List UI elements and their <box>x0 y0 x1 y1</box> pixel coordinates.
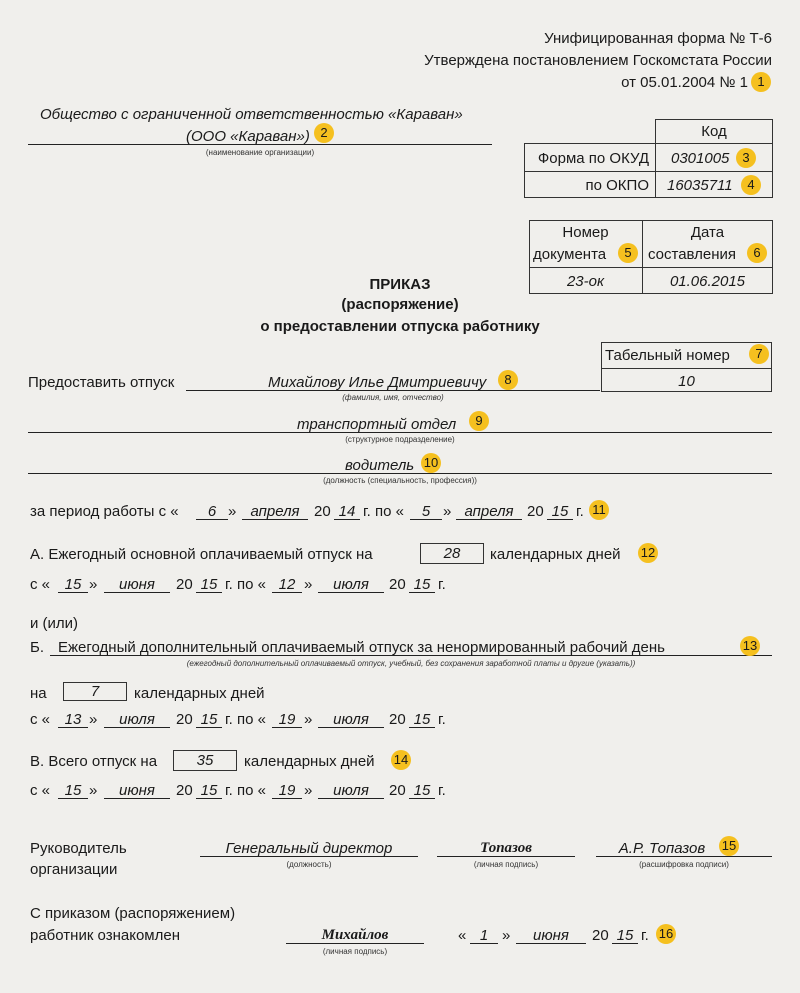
section-a-month-from-line <box>104 592 170 593</box>
period-year-to-line <box>547 519 573 520</box>
period-quote-1: » <box>228 503 237 520</box>
section-v-month-from-line <box>104 798 170 799</box>
head-decode-line <box>596 856 772 857</box>
head-label-1: Руководитель <box>30 840 127 857</box>
section-v-quote-1: » <box>89 782 98 799</box>
section-b-caption: (ежегодный дополнительный оплачиваемый отпуск, учебный, без сохранения заработной платы и другие (указать)) <box>186 659 636 668</box>
period-day-to: 5 <box>421 503 431 520</box>
section-v-century-1: 20 <box>176 782 193 799</box>
title-line-1: ПРИКАЗ <box>369 276 431 293</box>
ack-month-line <box>516 943 586 944</box>
period-month-from-line <box>242 519 308 520</box>
head-position-caption: (должность) <box>286 860 332 869</box>
section-b-month-to-line <box>318 727 384 728</box>
section-v-days: 35 <box>196 752 214 769</box>
badge-12: 12 <box>638 543 658 563</box>
badge-6: 6 <box>747 243 767 263</box>
section-a-year-to: 15 <box>413 576 431 593</box>
ack-year: 15 <box>616 927 634 944</box>
doc-date-value: 01.06.2015 <box>669 273 746 290</box>
badge-11: 11 <box>589 500 609 520</box>
ack-quote-close: » <box>502 927 511 944</box>
section-a-days: 28 <box>443 545 461 562</box>
section-a-quote-1: » <box>89 576 98 593</box>
ack-signature: Михайлов <box>321 927 389 943</box>
badge-1: 1 <box>751 72 771 92</box>
section-a-from-label: с « <box>30 576 51 593</box>
ack-signature-line <box>286 943 424 944</box>
section-v-month-to: июля <box>333 782 369 799</box>
code-header-cell <box>655 119 773 144</box>
section-b-day-to-line <box>272 727 302 728</box>
ack-year-suffix: г. <box>641 927 649 944</box>
section-b-day-to: 19 <box>278 711 296 728</box>
section-b-year-from-line <box>196 727 222 728</box>
approval-date-line: от 05.01.2004 № 1 <box>621 74 748 91</box>
badge-13: 13 <box>740 636 760 656</box>
badge-2: 2 <box>314 123 334 143</box>
section-b-prefix: Б. <box>30 639 45 656</box>
okud-value: 0301005 <box>671 150 730 167</box>
head-position-line <box>200 856 418 857</box>
period-to-label: г. по « <box>363 503 404 520</box>
badge-5: 5 <box>618 243 638 263</box>
section-v-day-to-line <box>272 798 302 799</box>
section-b-text: Ежегодный дополнительный оплачиваемый отпуск за ненормированный рабочий день <box>58 639 666 656</box>
period-month-to-line <box>456 519 522 520</box>
section-a-quote-2: » <box>304 576 313 593</box>
section-a-year-from: 15 <box>200 576 218 593</box>
section-a-label: А. Ежегодный основной оплачиваемый отпуск на <box>30 546 373 563</box>
section-v-year-from: 15 <box>200 782 218 799</box>
period-day-from: 6 <box>207 503 217 520</box>
badge-9: 9 <box>469 411 489 431</box>
section-b-quote-2: » <box>304 711 313 728</box>
ack-label-1: С приказом (распоряжением) <box>30 905 236 922</box>
grant-label: Предоставить отпуск <box>28 374 175 391</box>
section-v-year-from-line <box>196 798 222 799</box>
period-century-2: 20 <box>527 503 544 520</box>
tab-number-value: 10 <box>678 373 695 390</box>
section-b-month-from-line <box>104 727 170 728</box>
section-a-year-to-line <box>409 592 435 593</box>
head-label-2: организации <box>30 861 118 878</box>
section-a-cal-days: календарных дней <box>490 546 621 563</box>
section-b-quote-1: » <box>89 711 98 728</box>
period-month-to: апреля <box>464 503 514 520</box>
doc-date-label-2: составления <box>648 246 737 263</box>
period-year-from: 14 <box>338 503 356 520</box>
period-quote-2: » <box>443 503 452 520</box>
section-b-year-to-line <box>409 727 435 728</box>
section-b-day-from-line <box>58 727 88 728</box>
section-b-days: 7 <box>90 683 100 700</box>
period-year-suffix: г. <box>576 503 584 520</box>
head-decode-caption: (расшифровка подписи) <box>639 860 729 869</box>
org-caption: (наименование организации) <box>205 148 315 157</box>
section-a-century-1: 20 <box>176 576 193 593</box>
section-v-label: В. Всего отпуск на <box>30 753 158 770</box>
doc-date-label-1: Дата <box>690 224 725 241</box>
ack-signature-caption: (личная подпись) <box>322 947 388 956</box>
ack-quote-open: « <box>458 927 467 944</box>
badge-14: 14 <box>391 750 411 770</box>
section-a-day-from-line <box>58 592 88 593</box>
section-v-year-suffix: г. <box>438 782 446 799</box>
doc-number-label-2: документа <box>533 246 607 263</box>
section-a-day-from: 15 <box>64 576 82 593</box>
doc-number-value: 23-ок <box>566 273 605 290</box>
codes-row-divider <box>524 171 773 172</box>
okud-label: Форма по ОКУД <box>537 150 649 167</box>
badge-15: 15 <box>719 836 739 856</box>
form-number-line: Унифицированная форма № Т-6 <box>544 30 772 47</box>
section-v-to-label: г. по « <box>225 782 266 799</box>
section-b-day-from: 13 <box>64 711 82 728</box>
section-a-month-to: июля <box>333 576 369 593</box>
okpo-label: по ОКПО <box>585 177 649 194</box>
approved-line: Утверждена постановлением Госкомстата России <box>424 52 772 69</box>
title-line-3: о предоставлении отпуска работнику <box>260 318 540 335</box>
section-a-century-2: 20 <box>389 576 406 593</box>
ack-century: 20 <box>592 927 609 944</box>
section-a-year-from-line <box>196 592 222 593</box>
position-value: водитель <box>345 457 415 474</box>
position-caption: (должность (специальность, профессия)) <box>323 476 477 485</box>
section-a-day-to-line <box>272 592 302 593</box>
section-v-day-from-line <box>58 798 88 799</box>
section-a-day-to: 12 <box>278 576 296 593</box>
head-signature: Топазов <box>480 840 532 856</box>
section-a-to-label: г. по « <box>225 576 266 593</box>
section-b-month-from: июля <box>119 711 155 728</box>
section-v-month-to-line <box>318 798 384 799</box>
org-short-name: (ООО «Караван») <box>186 128 310 145</box>
ack-year-line <box>612 943 638 944</box>
section-v-day-from: 15 <box>64 782 82 799</box>
org-full-name: Общество с ограниченной ответственностью «Караван» <box>40 106 463 123</box>
ack-month: июня <box>533 927 569 944</box>
code-header: Код <box>701 123 727 140</box>
section-v-from-label: с « <box>30 782 51 799</box>
employee-name: Михайлову Илье Дмитриевичу <box>268 374 487 391</box>
badge-7: 7 <box>749 344 769 364</box>
badge-16: 16 <box>656 924 676 944</box>
section-b-to-label: г. по « <box>225 711 266 728</box>
section-a-year-suffix: г. <box>438 576 446 593</box>
section-b-year-suffix: г. <box>438 711 446 728</box>
section-b-cal-days: календарных дней <box>134 685 265 702</box>
or-label: и (или) <box>30 615 79 632</box>
period-month-from: апреля <box>250 503 300 520</box>
period-century-1: 20 <box>314 503 331 520</box>
section-b-year-to: 15 <box>413 711 431 728</box>
department-value: транспортный отдел <box>297 416 457 433</box>
period-year-to: 15 <box>551 503 569 520</box>
section-v-day-to: 19 <box>278 782 296 799</box>
ack-day-line <box>470 943 498 944</box>
ack-day: 1 <box>479 927 489 944</box>
section-b-century-1: 20 <box>176 711 193 728</box>
tab-row-divider <box>601 368 772 369</box>
period-label: за период работы с « <box>30 503 179 520</box>
head-position: Генеральный директор <box>225 840 393 857</box>
section-b-month-to: июля <box>333 711 369 728</box>
section-b-underline <box>50 655 772 656</box>
head-decode: А.Р. Топазов <box>618 840 706 857</box>
section-v-century-2: 20 <box>389 782 406 799</box>
okpo-value: 16035711 <box>667 177 733 194</box>
section-a-days-box <box>420 543 484 564</box>
section-b-from-label: с « <box>30 711 51 728</box>
doc-row-divider <box>529 267 773 268</box>
department-caption: (структурное подразделение) <box>345 435 455 444</box>
section-a-month-from: июня <box>119 576 155 593</box>
badge-3: 3 <box>736 148 756 168</box>
section-v-quote-2: » <box>304 782 313 799</box>
badge-10: 10 <box>421 453 441 473</box>
period-year-from-line <box>334 519 360 520</box>
section-b-days-box <box>63 682 127 701</box>
badge-4: 4 <box>741 175 761 195</box>
badge-8: 8 <box>498 370 518 390</box>
period-day-from-line <box>196 519 228 520</box>
doc-number-label-1: Номер <box>562 224 609 241</box>
ack-label-2: работник ознакомлен <box>30 927 180 944</box>
section-v-year-to-line <box>409 798 435 799</box>
section-b-year-from: 15 <box>200 711 218 728</box>
name-caption: (фамилия, имя, отчество) <box>342 393 444 402</box>
section-b-na: на <box>30 685 47 702</box>
section-v-days-box <box>173 750 237 771</box>
head-signature-caption: (личная подпись) <box>473 860 539 869</box>
section-a-month-to-line <box>318 592 384 593</box>
title-line-2: (распоряжение) <box>341 296 459 313</box>
section-b-century-2: 20 <box>389 711 406 728</box>
org-underline <box>28 144 492 145</box>
section-v-cal-days: календарных дней <box>244 753 375 770</box>
tab-number-label: Табельный номер <box>605 347 730 364</box>
section-v-year-to: 15 <box>413 782 431 799</box>
period-day-to-line <box>410 519 442 520</box>
head-signature-line <box>437 856 575 857</box>
section-v-month-from: июня <box>119 782 155 799</box>
